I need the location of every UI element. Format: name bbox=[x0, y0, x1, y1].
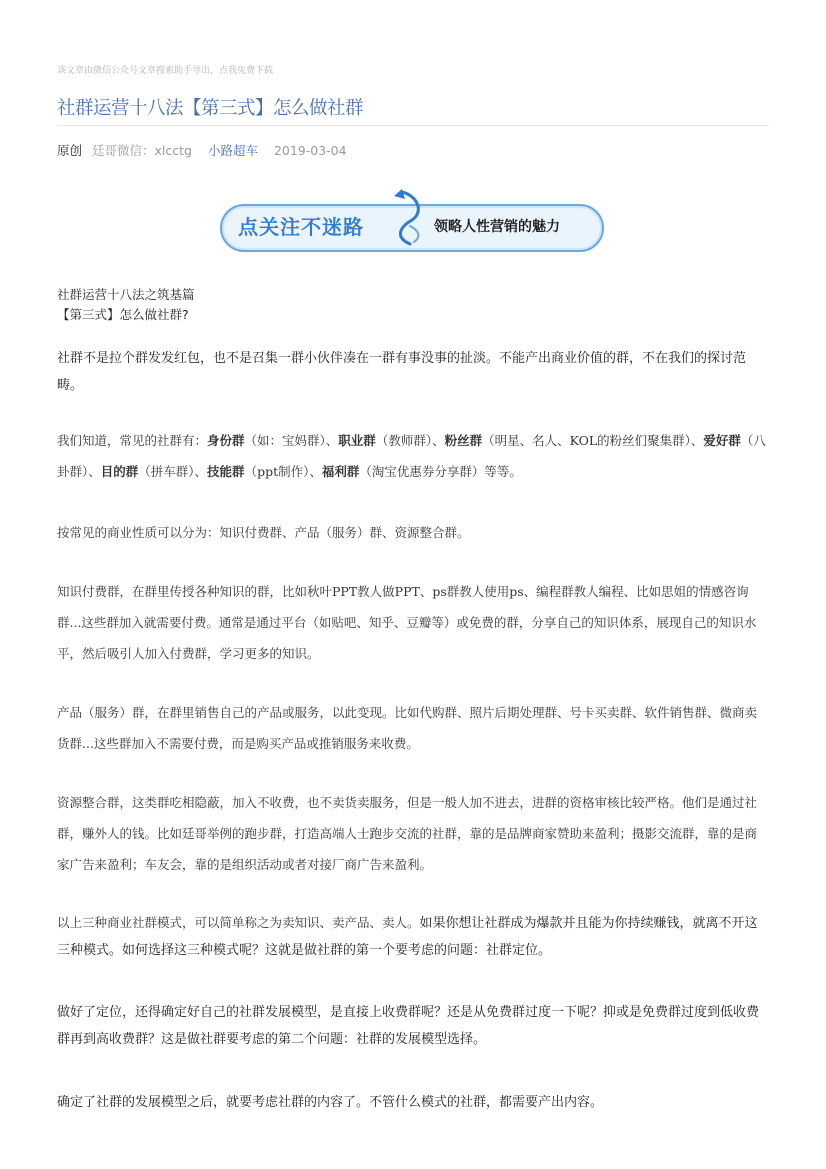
p2-term-career: 职业群 bbox=[338, 433, 376, 448]
paragraph-6: 资源整合群，这类群吃相隐蔽，加入不收费，也不卖货卖服务，但是一般人加不进去，进群的资格审核比较严格。他们是通过社群，赚外人的钱。比如廷哥举例的跑步群，打造高端人士跑步交流的社群，靠的是品牌商家赞助来盈利；摄影交流群，靠的是商家广告来盈利；车友会，靠的是组织活动或者对接厂商广告来盈利。 bbox=[57, 795, 758, 872]
p2-desc-7: （淘宝优惠券分享群）等等。 bbox=[359, 464, 522, 479]
paragraph-5: 产品（服务）群，在群里销售自己的产品或服务，以此变现。比如代购群、照片后期处理群、号卡买卖群、软件销售群、微商卖货群...这些群加入不需要付费，而是购买产品或推销服务来收费。 bbox=[57, 705, 758, 751]
p2-desc-4: （八卦群）、 bbox=[57, 433, 766, 479]
original-badge: 原创 bbox=[57, 143, 83, 158]
paragraph-3: 按常见的商业性质可以分为：知识付费群、产品（服务）群、资源整合群。 bbox=[57, 525, 470, 540]
publish-date: 2019-03-04 bbox=[273, 143, 347, 158]
paragraph-1: 社群不是拉个群发发红包，也不是召集一群小伙伴凑在一群有事没事的扯淡。不能产出商业价值的群，不在我们的探讨范畴。 bbox=[57, 351, 747, 393]
p7-rest: 如果你想让社群成为爆款并且能为你持续赚钱，就离不开这三种模式。如何选择这三种模式呢？这就是做社群的第一个要考虑的问题：社群定位。 bbox=[57, 916, 758, 958]
p2-desc-6: （ppt制作）、 bbox=[244, 464, 322, 479]
banner-left-text: 点关注不迷路 bbox=[238, 215, 364, 239]
p2-desc-3: （明星、名人、KOL的粉丝们聚集群）、 bbox=[482, 433, 704, 448]
title-divider bbox=[57, 125, 769, 126]
p2-term-identity: 身份群 bbox=[207, 433, 245, 448]
author-label: 廷哥微信：xlcctg bbox=[92, 143, 192, 158]
article-title: 社群运营十八法【第三式】怎么做社群 bbox=[57, 98, 364, 119]
paragraph-9: 确定了社群的发展模型之后，就要考虑社群的内容了。不管什么模式的社群，都需要产出内容。 bbox=[57, 1095, 604, 1110]
p2-desc-5: （拼车群）、 bbox=[138, 464, 208, 479]
p2-term-welfare: 福利群 bbox=[321, 464, 360, 479]
p2-desc-2: （教师群）、 bbox=[375, 433, 445, 448]
p2-term-hobby: 爱好群 bbox=[703, 433, 741, 448]
article-meta bbox=[57, 141, 359, 159]
account-link[interactable]: 小路超车 bbox=[207, 143, 258, 158]
swirl-arrow-icon bbox=[388, 186, 428, 250]
paragraph-4: 知识付费群，在群里传授各种知识的群，比如秋叶PPT教人做PPT、ps群教人使用ps、编程群教人编程、比如思姐的情感咨询群...这些群加入就需要付费。通常是通过平台（如贴吧、知乎、豆瓣等）或免费的群，分享自己的知识体系，展现自己的知识水平，然后吸引人加入付费群，学习更多的知识。 bbox=[57, 584, 757, 661]
paragraph-8: 做好了定位，还得确定好自己的社群发展模型，是直接上收费群呢？还是从免费群过度一下呢？抑或是免费群过度到低收费群再到高收费群？这是做社群要考虑的第二个问题：社群的发展模型选择。 bbox=[57, 1005, 760, 1047]
section-title: 【第三式】怎么做社群? bbox=[57, 307, 189, 322]
p2-intro: 我们知道，常见的社群有： bbox=[57, 433, 208, 448]
banner-right-text: 领略人性营销的魅力 bbox=[434, 219, 560, 235]
p7-lead: 以上三种商业社群模式，可以简单称之为卖知识、卖产品、卖人。 bbox=[57, 915, 420, 930]
paragraph-7 bbox=[57, 909, 769, 964]
p2-desc-1: （如：宝妈群）、 bbox=[244, 433, 339, 448]
follow-banner[interactable] bbox=[218, 186, 604, 254]
series-title: 社群运营十八法之筑基篇 bbox=[57, 287, 195, 302]
p2-term-fans: 粉丝群 bbox=[444, 433, 483, 448]
paragraph-2 bbox=[57, 425, 769, 487]
export-note-link[interactable]: 该文章由微信公众号文章搜索助手导出，点我免费下载 bbox=[57, 66, 274, 76]
p2-term-purpose: 目的群 bbox=[100, 464, 139, 479]
p2-term-skill: 技能群 bbox=[207, 464, 245, 479]
